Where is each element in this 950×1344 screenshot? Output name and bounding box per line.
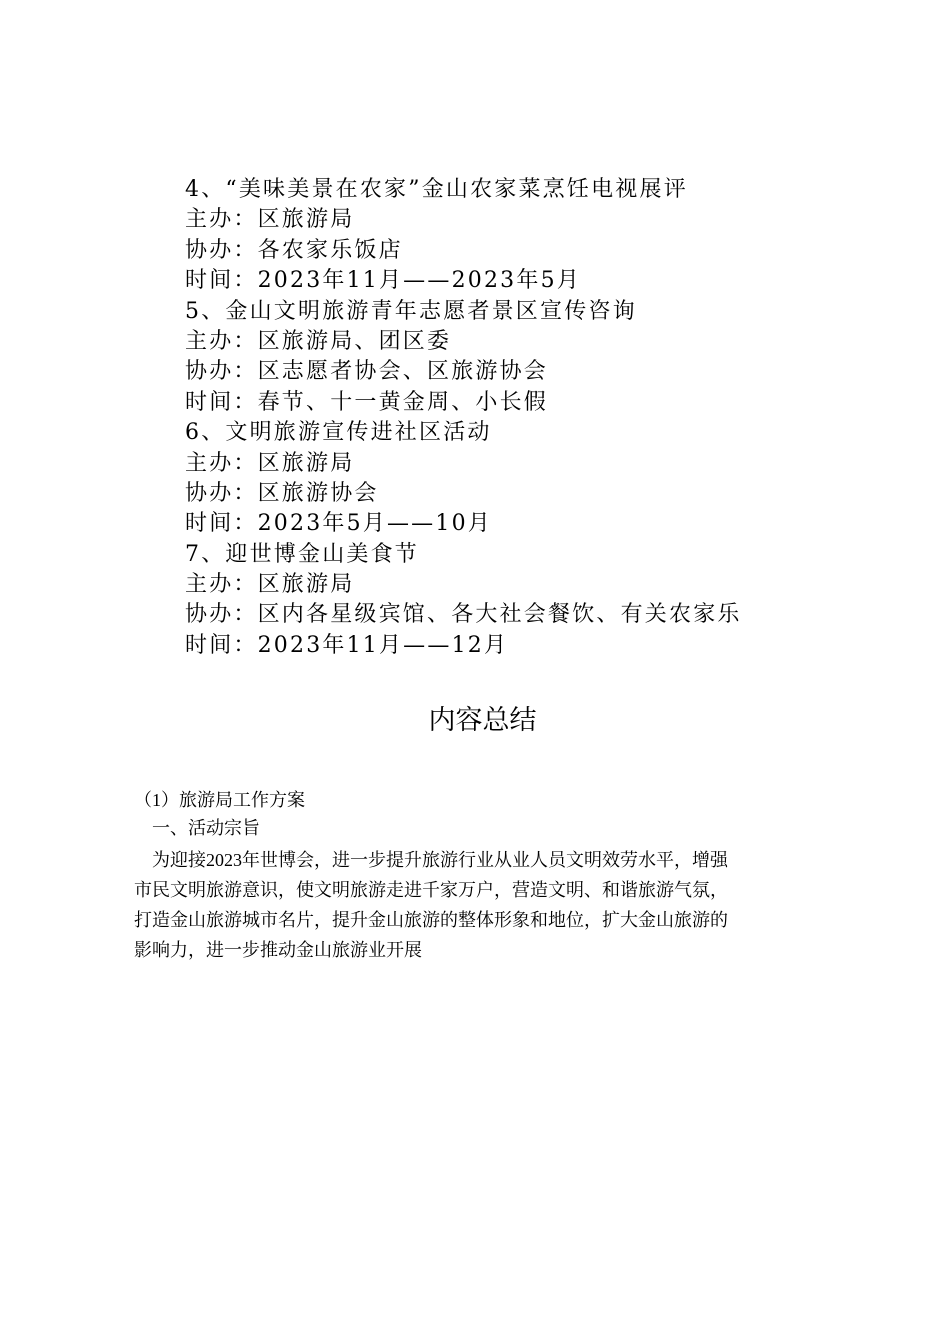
event-co-host: 协办：各农家乐饭店 <box>185 237 403 263</box>
paragraph-line: 市民文明旅游意识，使文明旅游走进千家万户，营造文明、和谐旅游气氛， <box>134 880 728 900</box>
event-host: 主办：区旅游局 <box>185 450 355 476</box>
event-time: 时间：春节、十一黄金周、小长假 <box>185 389 549 415</box>
event-title: 4、“美味美景在农家”金山农家菜烹饪电视展评 <box>185 177 688 202</box>
event-list <box>185 175 885 661</box>
paragraph-line: 影响力，进一步推动金山旅游业开展 <box>134 940 422 960</box>
paragraph-line: 打造金山旅游城市名片，提升金山旅游的整体形象和地位，扩大金山旅游的 <box>134 910 728 930</box>
summary-item-2: 一、活动宗旨 <box>152 818 260 838</box>
event-time: 时间：2023年11月——2023年5月 <box>185 268 581 294</box>
summary-item-1: （1）旅游局工作方案 <box>134 790 305 810</box>
paragraph-line: 为迎接2023年世博会，进一步提升旅游行业从业人员文明效劳水平，增强 <box>152 850 728 870</box>
event-host: 主办：区旅游局、团区委 <box>185 328 452 354</box>
event-time: 时间：2023年11月——12月 <box>185 632 509 658</box>
event-co-host: 协办：区志愿者协会、区旅游协会 <box>185 359 549 385</box>
event-title: 7、迎世博金山美食节 <box>185 541 419 567</box>
summary-section <box>134 786 834 965</box>
summary-heading: 内容总结 <box>428 705 537 736</box>
event-co-host: 协办：区内各星级宾馆、各大社会餐饮、有关农家乐 <box>185 602 742 628</box>
event-time: 时间：2023年5月——10月 <box>185 511 492 537</box>
event-host: 主办：区旅游局 <box>185 207 355 233</box>
event-co-host: 协办：区旅游协会 <box>185 480 379 506</box>
event-host: 主办：区旅游局 <box>185 572 355 598</box>
event-title: 6、文明旅游宣传进社区活动 <box>185 420 492 446</box>
summary-paragraph <box>134 845 834 965</box>
event-title: 5、金山文明旅游青年志愿者景区宣传咨询 <box>185 298 637 324</box>
